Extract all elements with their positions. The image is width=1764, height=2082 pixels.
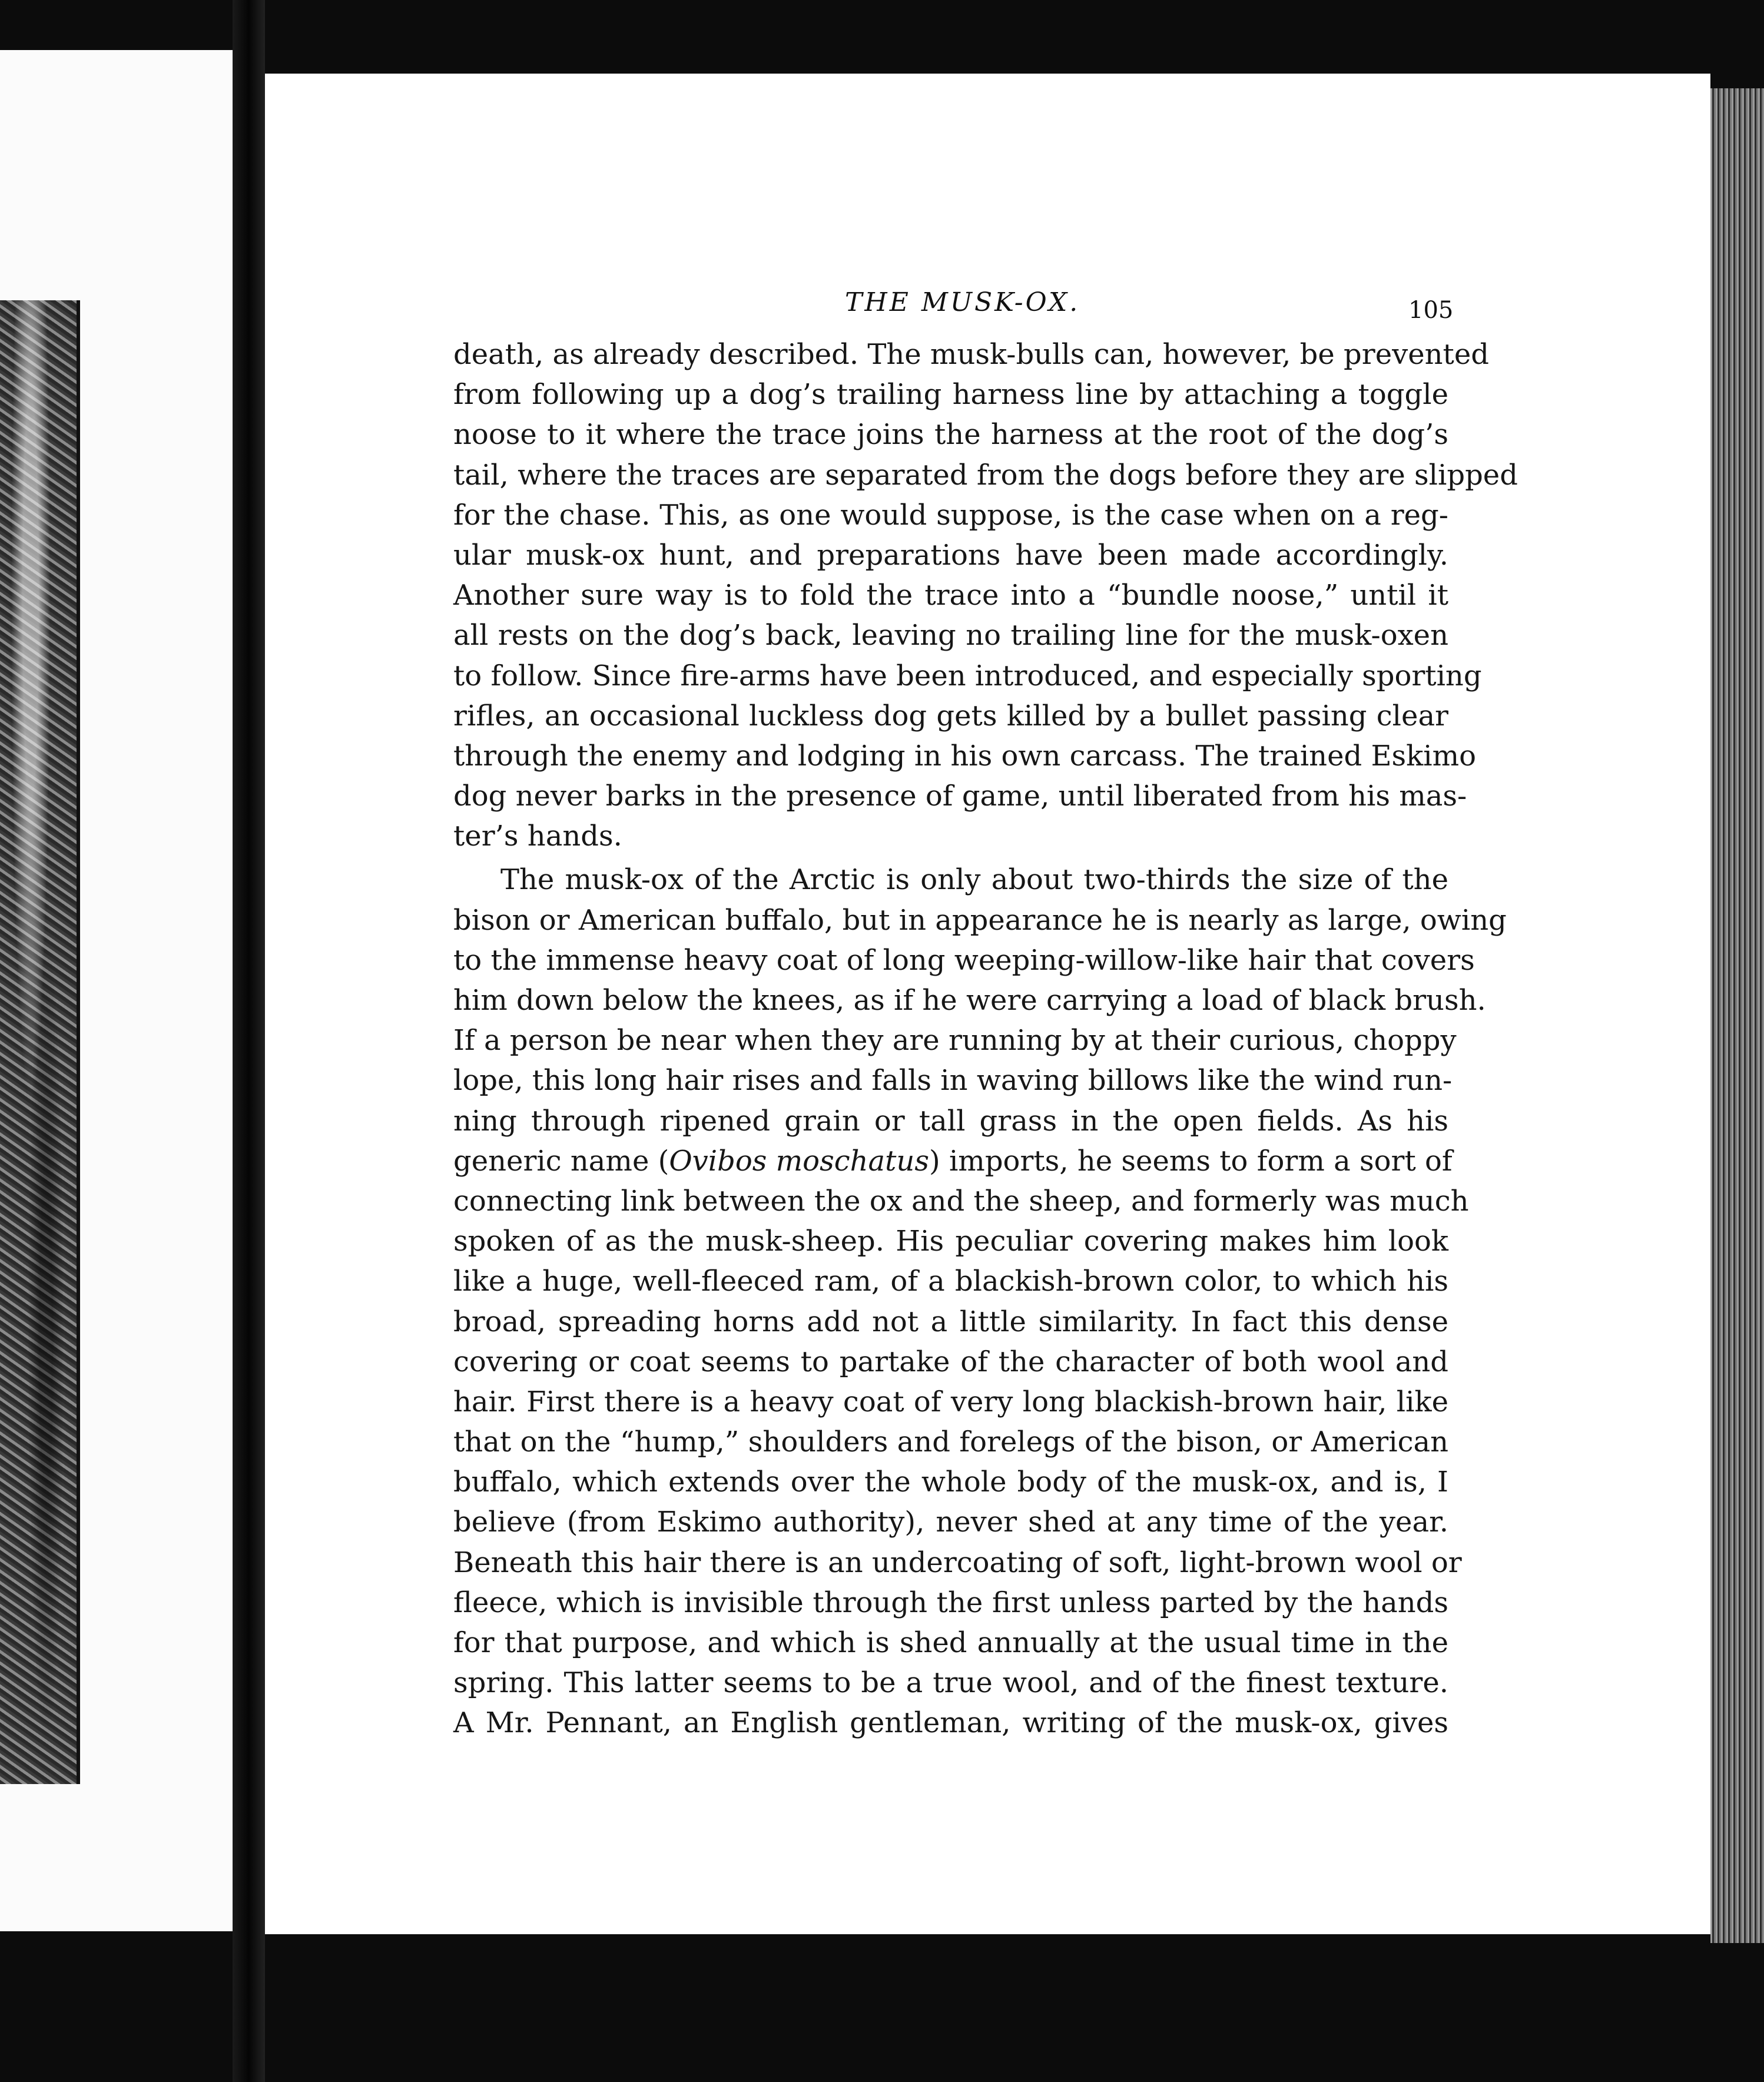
running-head: THE MUSK-OX. (845, 287, 1080, 317)
text-fragment: ) imports, he seems to form a sort of (929, 1144, 1453, 1178)
text-line: believe (from Eskimo authority), never shed at any time of the year. (453, 1506, 1448, 1539)
text-line: to follow. Since fire-arms have been introduced, and especially sporting (453, 659, 1482, 692)
text-line: all rests on the dog’s back, leaving no trailing line for the musk-oxen (453, 619, 1448, 652)
text-line: like a huge, well-fleeced ram, of a blackish-brown color, to which his (453, 1265, 1448, 1298)
text-line: buffalo, which extends over the whole body of the musk-ox, and is, I (453, 1466, 1448, 1499)
text-line: If a person be near when they are running by at their curious, choppy (453, 1024, 1457, 1057)
text-line: tail, where the traces are separated from the dogs before they are slipped (453, 458, 1518, 492)
text-line: broad, spreading horns add not a little similarity. In fact this dense (453, 1305, 1448, 1338)
paragraph-1 (453, 334, 1518, 856)
text-line: rifles, an occasional luckless dog gets killed by a bullet passing clear (453, 699, 1448, 732)
text-line: lope, this long hair rises and falls in waving billows like the wind run- (453, 1064, 1453, 1098)
text-line: spoken of as the musk-sheep. His peculiar covering makes him look (453, 1225, 1448, 1258)
text-line: that on the “hump,” shoulders and forelegs of the bison, or American (453, 1425, 1448, 1459)
text-line: ular musk-ox hunt, and preparations have been made accordingly. (453, 538, 1448, 572)
text-line: death, as already described. The musk-bulls can, however, be prevented (453, 338, 1489, 371)
text-line: noose to it where the trace joins the harness at the root of the dog’s (453, 418, 1448, 452)
text-line: Another sure way is to fold the trace into a “bundle noose,” until it (453, 579, 1448, 612)
text-line: for that purpose, and which is shed annually at the usual time in the (453, 1626, 1448, 1659)
text-line: bison or American buffalo, but in appearance he is nearly as large, owing (453, 903, 1507, 937)
paragraph-2 (453, 860, 1507, 1743)
text-line: for the chase. This, as one would suppose, is the case when on a reg- (453, 498, 1448, 532)
engraving-illustration-fragment (0, 300, 80, 1784)
text-line: ter’s hands. (453, 820, 622, 853)
text-line: A Mr. Pennant, an English gentleman, writing of the musk-ox, gives (453, 1706, 1448, 1740)
text-line: Beneath this hair there is an undercoating of soft, light-brown wool or (453, 1546, 1462, 1579)
text-line: spring. This latter seems to be a true wool, and of the finest texture. (453, 1666, 1448, 1700)
text-line: through the enemy and lodging in his own carcass. The trained Eskimo (453, 739, 1476, 773)
text-line: hair. First there is a heavy coat of very long blackish-brown hair, like (453, 1385, 1448, 1418)
text-line: dog never barks in the presence of game, until liberated from his mas- (453, 780, 1467, 813)
text-line: connecting link between the ox and the sheep, and formerly was much (453, 1184, 1469, 1218)
text-line: covering or coat seems to partake of the character of both wool and (453, 1345, 1448, 1378)
text-line: from following up a dog’s trailing harness line by attaching a toggle (453, 378, 1448, 412)
text-line-species-name (453, 1141, 1453, 1181)
page-edges (1710, 88, 1764, 1943)
species-name: Ovibos moschatus (669, 1144, 929, 1178)
text-fragment: generic name ( (453, 1144, 669, 1178)
text-line: fleece, which is invisible through the first unless parted by the hands (453, 1586, 1448, 1619)
text-line: him down below the knees, as if he were carrying a load of black brush. (453, 984, 1486, 1017)
book-gutter (233, 0, 265, 2082)
text-line: to the immense heavy coat of long weeping-willow-like hair that covers (453, 943, 1475, 977)
body-text (453, 334, 1518, 1743)
text-line: The musk-ox of the Arctic is only about two-thirds the size of the (500, 863, 1448, 897)
left-facing-page (0, 50, 233, 1931)
page-number: 105 (1408, 297, 1454, 324)
text-line: ning through ripened grain or tall grass in the open fields. As his (453, 1104, 1448, 1138)
